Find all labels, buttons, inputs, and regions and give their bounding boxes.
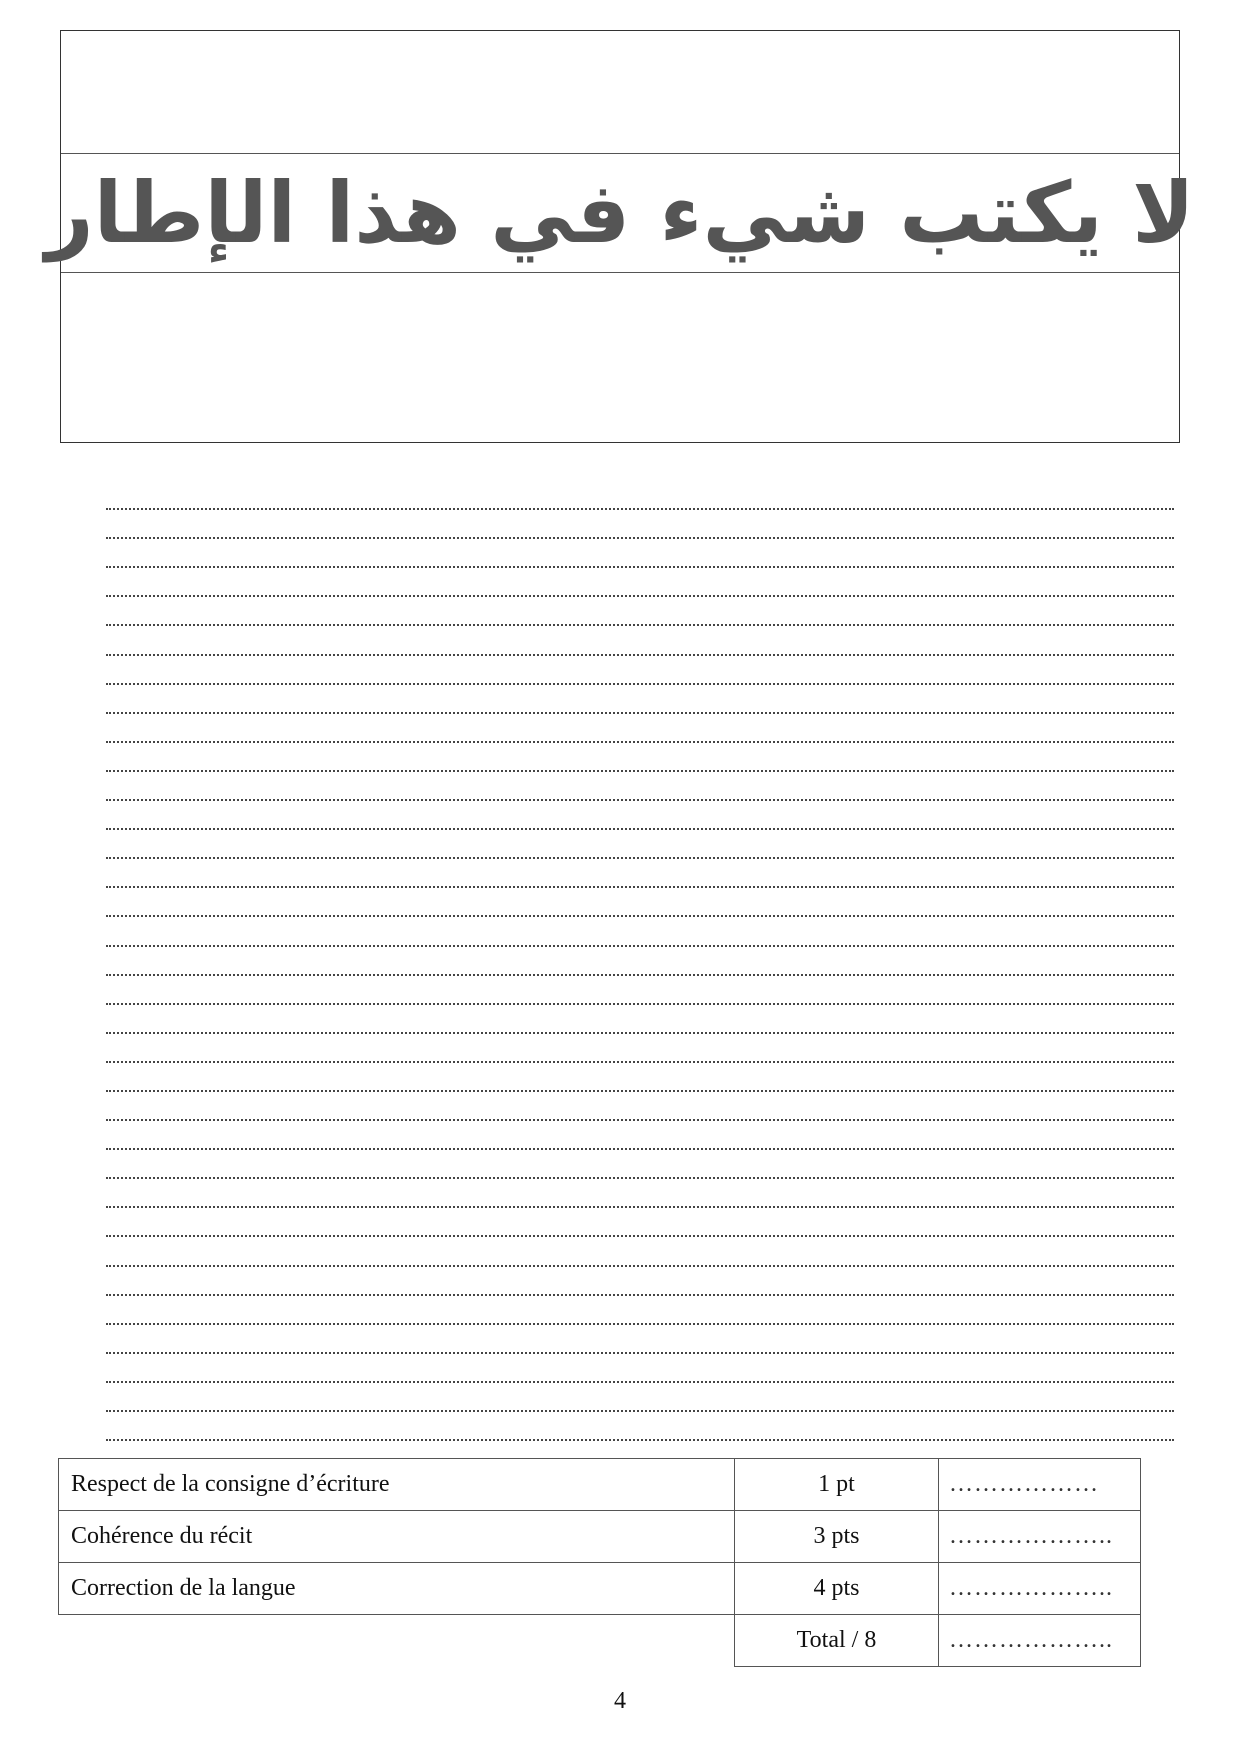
criterion-points: 1 pt xyxy=(735,1459,939,1511)
grading-total-row xyxy=(59,1615,1141,1667)
writing-line xyxy=(106,1361,1174,1390)
grading-row xyxy=(59,1511,1141,1563)
grading-table xyxy=(58,1458,1141,1667)
writing-line xyxy=(106,1274,1174,1303)
do-not-write-band xyxy=(45,153,1195,273)
criterion-label: Correction de la langue xyxy=(59,1563,735,1615)
total-score-field: ……………….. xyxy=(939,1615,1141,1667)
writing-line xyxy=(106,1012,1174,1041)
writing-line xyxy=(106,546,1174,575)
score-field: ……………….. xyxy=(939,1511,1141,1563)
writing-line xyxy=(106,779,1174,808)
grading-row xyxy=(59,1459,1141,1511)
writing-line xyxy=(106,1157,1174,1186)
criterion-label: Cohérence du récit xyxy=(59,1511,735,1563)
writing-line xyxy=(106,1099,1174,1128)
writing-line xyxy=(106,692,1174,721)
grading-row xyxy=(59,1563,1141,1615)
writing-line xyxy=(106,866,1174,895)
writing-line xyxy=(106,983,1174,1012)
total-row-spacer xyxy=(59,1615,735,1667)
writing-line xyxy=(106,808,1174,837)
writing-line xyxy=(106,517,1174,546)
score-field: ……………….. xyxy=(939,1563,1141,1615)
do-not-write-notice: لا يكتب شيء في هذا الإطار xyxy=(45,164,1195,262)
score-field: ……………… xyxy=(939,1459,1141,1511)
answer-writing-lines xyxy=(106,488,1174,1448)
criterion-points: 3 pts xyxy=(735,1511,939,1563)
criterion-label: Respect de la consigne d’écriture xyxy=(59,1459,735,1511)
do-not-write-frame xyxy=(45,30,1195,443)
writing-line xyxy=(106,488,1174,517)
criterion-points: 4 pts xyxy=(735,1563,939,1615)
writing-line xyxy=(106,954,1174,983)
writing-line xyxy=(106,1186,1174,1215)
writing-line xyxy=(106,895,1174,924)
writing-line xyxy=(106,837,1174,866)
writing-line xyxy=(106,1244,1174,1273)
writing-line xyxy=(106,633,1174,662)
writing-line xyxy=(106,1332,1174,1361)
writing-line xyxy=(106,721,1174,750)
writing-line xyxy=(106,750,1174,779)
writing-line xyxy=(106,575,1174,604)
writing-line xyxy=(106,1215,1174,1244)
writing-line xyxy=(106,1041,1174,1070)
writing-line xyxy=(106,1419,1174,1448)
writing-line xyxy=(106,1128,1174,1157)
writing-line xyxy=(106,1070,1174,1099)
writing-line xyxy=(106,1303,1174,1332)
writing-line xyxy=(106,604,1174,633)
writing-line xyxy=(106,1390,1174,1419)
page-number: 4 xyxy=(614,1688,626,1714)
total-label: Total / 8 xyxy=(735,1615,939,1667)
writing-line xyxy=(106,924,1174,953)
writing-line xyxy=(106,663,1174,692)
